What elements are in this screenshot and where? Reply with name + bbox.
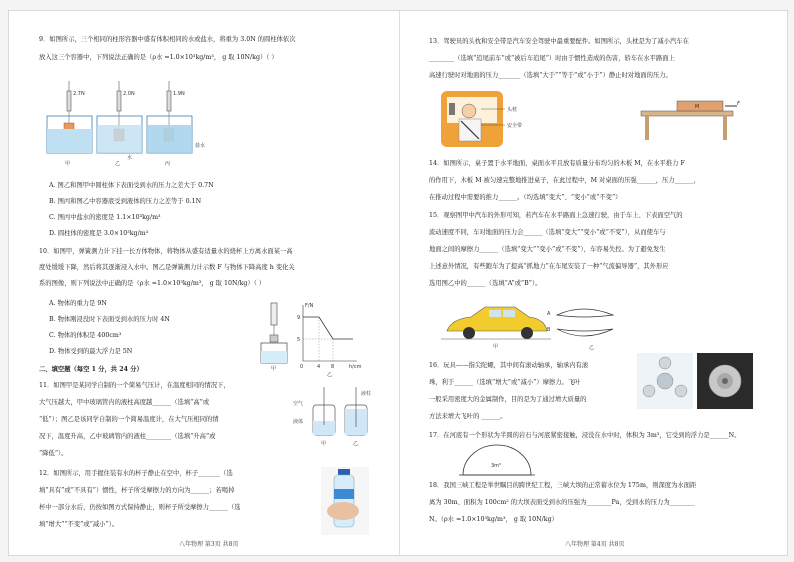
q10-stem-line1: 10．如图甲，弹簧测力计下挂一长方体物体，将物体从盛有适量水的烧杯上方离水面某一高 — [39, 248, 293, 255]
q12-hand-bottle-photo — [321, 467, 369, 535]
q11-line1: 11．如图甲是某同学自制的一个简易气压计，在温度相同的情况下， — [39, 382, 230, 389]
graph-xtick-8: 8 — [331, 364, 335, 370]
q18-line1: 18．我国三峡工程是举世瞩目的跨世纪工程，三峡大坝的正常蓄水位为 175m，则深度为水面距 — [429, 482, 697, 489]
q10-option-b: B. 物体刚浸没时下表面受到水的压力时 4N — [49, 316, 170, 323]
page-4-footer: 八年物理 第4页 共8页 — [565, 541, 625, 548]
q11-line3: “低”）；图乙是该同学自制的一个简易温度计，在大气压相同的情 — [39, 416, 219, 423]
q9-option-a: A. 图乙和图甲中圆柱体下表面受到水的压力之差大于 0.7N — [49, 182, 214, 189]
label-jia: 甲 — [65, 161, 71, 167]
section-fill-in-title: 二、填空题（每空 1 分，共 24 分） — [39, 366, 143, 373]
q11-line4: 况下，温度升高，乙中玻璃管内的液柱________（选填“升高”或 — [39, 433, 216, 440]
graph-ytick-9: 9 — [297, 315, 301, 321]
page-divider — [399, 11, 400, 555]
q14-table-board-figure — [637, 97, 743, 143]
q18-line3: N。（ρ水 =1.0×10³kg/m³， g 取 10N/kg） — [429, 516, 558, 523]
q9-stem-line1: 9．如图所示，三个相同的柱形容器中盛有体积相同的水或盐水，将重为 3.0N 的圆柱体依次 — [39, 36, 296, 43]
block-m-label: M — [695, 104, 700, 110]
label-bing: 丙 — [165, 161, 171, 167]
q10-spring-scale-figure — [257, 301, 293, 371]
beaker-yi — [97, 81, 142, 153]
force-f-label: F — [737, 101, 740, 107]
q15-car-figure — [441, 301, 551, 349]
q15-deflector-options — [547, 303, 623, 351]
reading-yi: 2.0N — [123, 91, 135, 97]
q10-label-jia: 甲 — [271, 366, 277, 372]
seatbelt-label: 安全带 — [507, 123, 523, 129]
reading-jia: 2.7N — [73, 91, 85, 97]
q16-line3: 一般采用密度大的金属制作，目的是为了通过增大质量的 — [429, 396, 587, 403]
beaker-jia — [47, 81, 92, 153]
q15-label-yi: 乙 — [589, 345, 595, 351]
q10-force-graph — [295, 301, 365, 378]
q10-stem-line2: 度处缓缓下降，然后将其逐渐浸入水中。图乙是弹簧测力计示数 F 与物体下降高度 h 变化关 — [39, 264, 295, 271]
page-4 — [401, 11, 787, 555]
q12-line1: 12．如图所示，用手握住装有水的杯子静止在空中，杯子_______（选 — [39, 470, 233, 477]
saltwater-label: 盐水 — [195, 143, 206, 149]
headrest-label: 头枕 — [507, 107, 518, 113]
graph-xtick-0: 0 — [300, 364, 304, 370]
q13-car-seat-figure — [441, 91, 541, 147]
q14-line1: 14．如图所示，桌子置于水平地面，桌面水平且放有质量分布均匀的木板 M，在水平推力 F — [429, 160, 685, 167]
option-a-label: A — [547, 311, 551, 317]
q17-line: 17．在河底有一个形状为半圆的岩石与河底紧密接触，浸没在水中时，体积为 3m³，它受到的浮力是______N。 — [429, 432, 741, 439]
liquid-column-label: 液柱 — [361, 391, 372, 397]
label-yi: 乙 — [115, 161, 121, 167]
q9-option-d: D. 圆柱体的密度是 3.0×10³kg/m³ — [49, 230, 149, 237]
q12-line4: 填“增大”“不变”或“减小”）。 — [39, 521, 119, 528]
q10-option-c: C. 物体的体积是 400cm³ — [49, 332, 122, 339]
option-b-label: B — [547, 327, 551, 333]
rock-volume-label: 3m³ — [491, 463, 502, 469]
q9-option-b: B. 图丙和图乙中容器底受到液体的压力之差等于 0.1N — [49, 198, 202, 205]
q16-line1: 16．玩具——指尖陀螺，其中间有滚动轴承，轴承内有滚 — [429, 362, 589, 369]
q9-option-c: C. 图丙中盐水的密度是 1.1×10³kg/m³ — [49, 214, 161, 221]
graph-xlabel: h/cm — [349, 364, 362, 370]
q15-line4: 上述意外情况，有些跑车为了提高“抓地力”在车尾安装了一种“气流偏导器”，其外形应 — [429, 263, 669, 270]
q11-line5: “降低”）。 — [39, 450, 68, 457]
q15-line3: 地面之间的摩擦力______（选填“变大”“变小”或“不变”），车容易失控。为了避免发生 — [429, 246, 666, 253]
q14-line2: 的作用下，木板 M 被匀速完整地推进桌子，在此过程中，M 对桌面的压强______，压力______， — [429, 177, 700, 184]
q14-line3: 在推动过程中需要的推力______。（均选填“变大”、“变小”或“不变”） — [429, 194, 622, 201]
q17-semicircle-rock — [459, 443, 535, 477]
q11-label-yi: 乙 — [353, 441, 359, 447]
q15-line5: 选用图乙中的______（选填“A”或“B”）。 — [429, 280, 542, 287]
page-3 — [9, 11, 399, 555]
water-label: 水 — [127, 155, 133, 161]
beaker-bing — [147, 81, 192, 153]
q11-barometer-figure — [293, 383, 375, 453]
q10-stem-line3: 系的图像，则下列说法中正确的是（ρ水 =1.0×10³kg/m³， g 取 10N/kg）（ ） — [39, 280, 266, 287]
q13-line1: 13．驾驶员的头枕和安全带是汽车安全驾驶中最重要配件。如图所示，头枕是为了减小汽车在 — [429, 38, 689, 45]
reading-bing: 1.9N — [173, 91, 185, 97]
liquid-label: 液体 — [293, 419, 304, 425]
q12-line2: 填“具有”或“不具有”）惯性，杯子所受摩擦力的方向为______；若喝掉 — [39, 487, 235, 494]
q9-stem-line2: 放入这三个容器中，下列说法正确的是（ρ水 =1.0×10³kg/m³， g 取 10N/kg）（ ） — [39, 54, 278, 61]
page-3-footer: 八年物理 第3页 共8页 — [179, 541, 239, 548]
graph-ytick-5: 5 — [297, 337, 301, 343]
q10-label-yi: 乙 — [327, 372, 333, 378]
q15-line2: 流动速度不同，车对地面的压力会______（选填“变大”“变小”或“不变”），从而使车与 — [429, 229, 666, 236]
air-label: 空气 — [293, 401, 304, 407]
graph-ylabel: F/N — [305, 303, 314, 309]
q11-label-jia: 甲 — [321, 441, 327, 447]
q16-line2: 珠，利于______（选填“增大”或“减小”）摩擦力。飞叶 — [429, 379, 581, 386]
exam-sheet — [8, 10, 788, 556]
q10-option-a: A. 物体的重力是 9N — [49, 300, 107, 307]
q9-beakers-figure — [39, 81, 229, 176]
q16-spinner-photos — [637, 353, 753, 409]
q10-option-d: D. 物体受到的最大浮力是 5N — [49, 348, 133, 355]
q13-line2: ________（选填“追尾前车”或“被后车追尾”）时由于惯性造成的伤害，轿车在水平路面上 — [429, 55, 675, 62]
q15-line1: 15．观察图甲中汽车的外形可知，若汽车在水平路面上急速行驶，由于车上、下表面空气的 — [429, 212, 683, 219]
q11-line2: 大气压越大，甲中玻璃管内的液柱高度越______（选填“高”或 — [39, 399, 210, 406]
q15-label-jia: 甲 — [493, 344, 499, 350]
graph-xtick-4: 4 — [317, 364, 321, 370]
q16-line4: 方法来增大飞叶的 ______。 — [429, 413, 507, 420]
q12-line3: 杯中一部分水后，仍按如图方式保持静止，则杯子所受摩擦力______（选 — [39, 504, 241, 511]
q18-line2: 离为 30m、面积为 100cm² 的大坝表面受到水的压强为________Pa，受到水的压力为________ — [429, 499, 695, 506]
q13-line3: 高速行驶时对地面的压力_______（选填“大于”“等于”或“小于”）静止时对地面的压力。 — [429, 72, 672, 79]
